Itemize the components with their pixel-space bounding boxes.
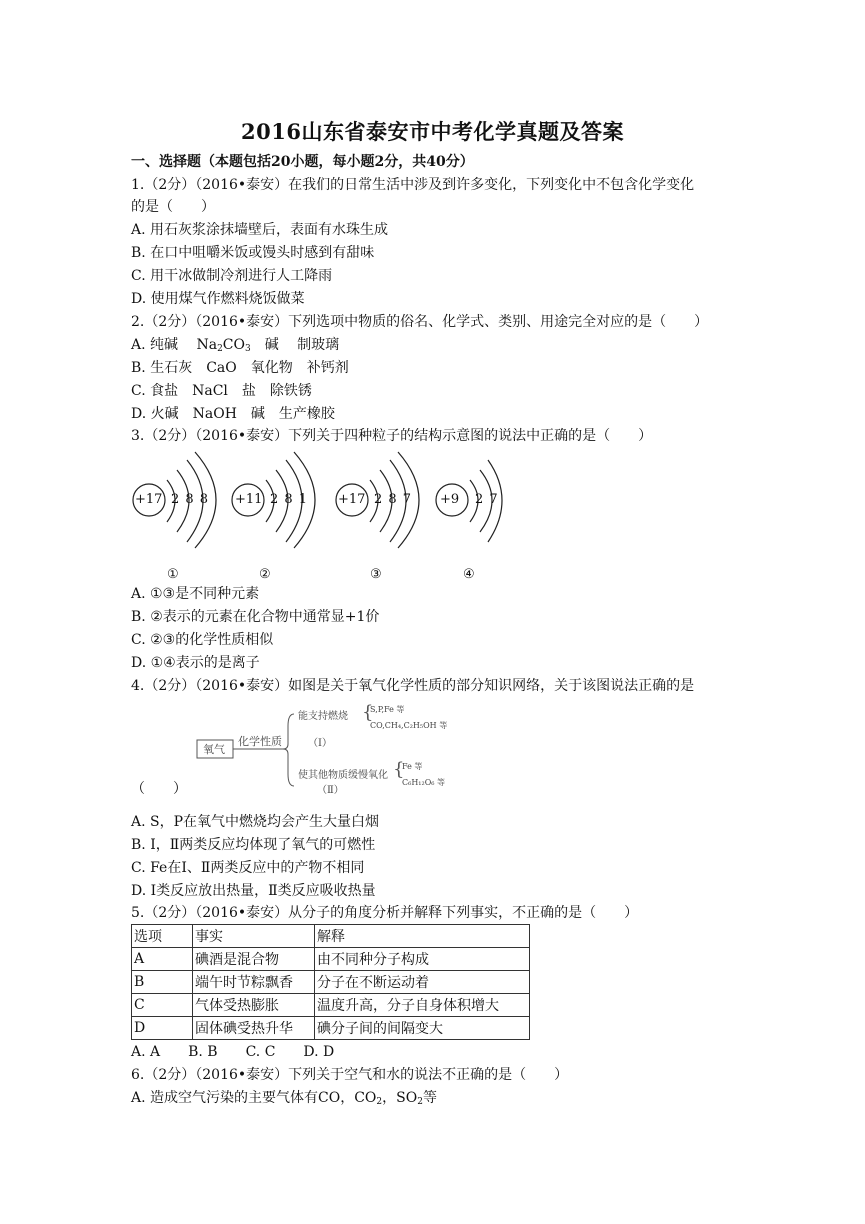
table-cell: 碘分子间的间隔变大: [315, 1017, 530, 1040]
q2-option-c: C. 食盐 NaCl 盐 除铁锈: [131, 383, 312, 399]
q4-option-a: A. S，P在氧气中燃烧均会产生大量白烟: [131, 814, 380, 830]
atom4-nucleus: +9: [440, 492, 460, 507]
network-top-num: （Ⅰ）: [308, 738, 332, 749]
atom3-nucleus: +17: [338, 492, 366, 507]
q3-option-b: B. ②表示的元素在化合物中通常显+1价: [131, 609, 380, 625]
q1-option-c: C. 用干冰做制冷剂进行人工降雨: [131, 268, 333, 284]
atom1-shells: 2 8 8: [171, 492, 209, 507]
q2-option-d: D. 火碱 NaOH 碱 生产橡胶: [131, 406, 335, 422]
network-top-items-1: S,P,Fe 等: [370, 705, 405, 714]
table-cell: A: [132, 948, 193, 971]
oxygen-knowledge-network: [190, 704, 480, 796]
q4-option-c: C. Fe在Ⅰ、Ⅱ两类反应中的产物不相同: [131, 860, 365, 876]
table-row: [132, 948, 530, 971]
table-cell: 由不同种分子构成: [315, 948, 530, 971]
table-row: [132, 971, 530, 994]
atom1-nucleus: +17: [135, 492, 163, 507]
q4-stem: 4.（2分）（2016•泰安）如图是关于氧气化学性质的部分知识网络，关于该图说法正确的是: [131, 678, 695, 694]
brace-top-icon: {: [362, 702, 374, 723]
atom3-label: ③: [370, 567, 382, 582]
q4-paren: （ ）: [131, 781, 187, 797]
q6-stem: 6.（2分）（2016•泰安）下列关于空气和水的说法不正确的是（ ）: [131, 1067, 569, 1083]
atom2-shells: 2 8 1: [270, 492, 308, 507]
table-header: 事实: [193, 925, 315, 948]
network-branch: 化学性质: [238, 735, 282, 748]
q3-option-c: C. ②③的化学性质相似: [131, 632, 274, 648]
table-header: 选项: [132, 925, 193, 948]
table-row: [132, 1017, 530, 1040]
network-bottom-items-1: Fe 等: [402, 762, 423, 771]
q3-option-a: A. ①③是不同种元素: [131, 586, 260, 602]
q1-option-a: A. 用石灰浆涂抹墙壁后，表面有水珠生成: [131, 222, 389, 238]
q4-option-b: B. Ⅰ，Ⅱ两类反应均体现了氧气的可燃性: [131, 837, 376, 853]
atom3-shells: 2 8 7: [374, 492, 412, 507]
atom2-nucleus: +11: [235, 492, 263, 507]
table-cell: 固体碘受热升华: [193, 1017, 315, 1040]
q5-table: [131, 924, 530, 1040]
q2-option-b: B. 生石灰 CaO 氧化物 补钙剂: [131, 360, 349, 376]
network-top-label: 能支持燃烧: [298, 711, 348, 722]
q1-stem-cont: 的是（ ）: [131, 199, 215, 215]
q2-stem: 2.（2分）（2016•泰安）下列选项中物质的俗名、化学式、类别、用途完全对应的是（ ）: [131, 314, 709, 330]
table-cell: 分子在不断运动着: [315, 971, 530, 994]
q1-stem: 1.（2分）（2016•泰安）在我们的日常生活中涉及到许多变化，下列变化中不包含化学变化: [131, 177, 695, 193]
table-header-row: [132, 925, 530, 948]
atom4-label: ④: [463, 567, 475, 582]
network-root: 氧气: [203, 743, 225, 756]
table-cell: B: [132, 971, 193, 994]
page-title: 2016山东省泰安市中考化学真题及答案: [241, 119, 624, 144]
atom2-label: ②: [259, 567, 271, 582]
q4-option-d: D. Ⅰ类反应放出热量，Ⅱ类反应吸收热量: [131, 883, 376, 899]
q1-option-d: D. 使用煤气作燃料烧饭做菜: [131, 291, 305, 307]
atom4-shells: 2 7: [475, 492, 498, 507]
q1-option-b: B. 在口中咀嚼米饭或馒头时感到有甜味: [131, 245, 375, 261]
q3-option-d: D. ①④表示的是离子: [131, 655, 260, 671]
table-cell: 端午时节粽飘香: [193, 971, 315, 994]
network-bottom-items-2: C₆H₁₂O₆ 等: [402, 778, 446, 787]
q2-option-a: A. 纯碱 $Na_2CO_3$ 碱 制玻璃: [131, 337, 340, 354]
table-cell: 碘酒是混合物: [193, 948, 315, 971]
section-heading: 一、选择题（本题包括20小题，每小题2分，共40分）: [131, 154, 474, 170]
network-top-items-2: CO,CH₄,C₂H₅OH 等: [370, 721, 448, 730]
network-bottom-label: 使其他物质缓慢氧化: [298, 770, 388, 781]
table-cell: 气体受热膨胀: [193, 994, 315, 1017]
network-bottom-num: （Ⅱ）: [317, 785, 344, 796]
table-cell: 温度升高，分子自身体积增大: [315, 994, 530, 1017]
q3-stem: 3.（2分）（2016•泰安）下列关于四种粒子的结构示意图的说法中正确的是（ ）: [131, 428, 653, 444]
table-row: [132, 994, 530, 1017]
table-header: 解释: [315, 925, 530, 948]
brace-bottom-icon: {: [393, 759, 405, 780]
table-cell: D: [132, 1017, 193, 1040]
q5-stem: 5.（2分）（2016•泰安）从分子的角度分析并解释下列事实，不正确的是（ ）: [131, 905, 639, 921]
atom1-label: ①: [167, 567, 179, 582]
q5-options: A. A B. B C. C D. D: [131, 1044, 335, 1060]
table-cell: C: [132, 994, 193, 1017]
atom-structure-diagrams: [125, 450, 525, 585]
q6-option-a: A. 造成空气污染的主要气体有CO，$CO_2$，$SO_2$等: [131, 1090, 437, 1107]
